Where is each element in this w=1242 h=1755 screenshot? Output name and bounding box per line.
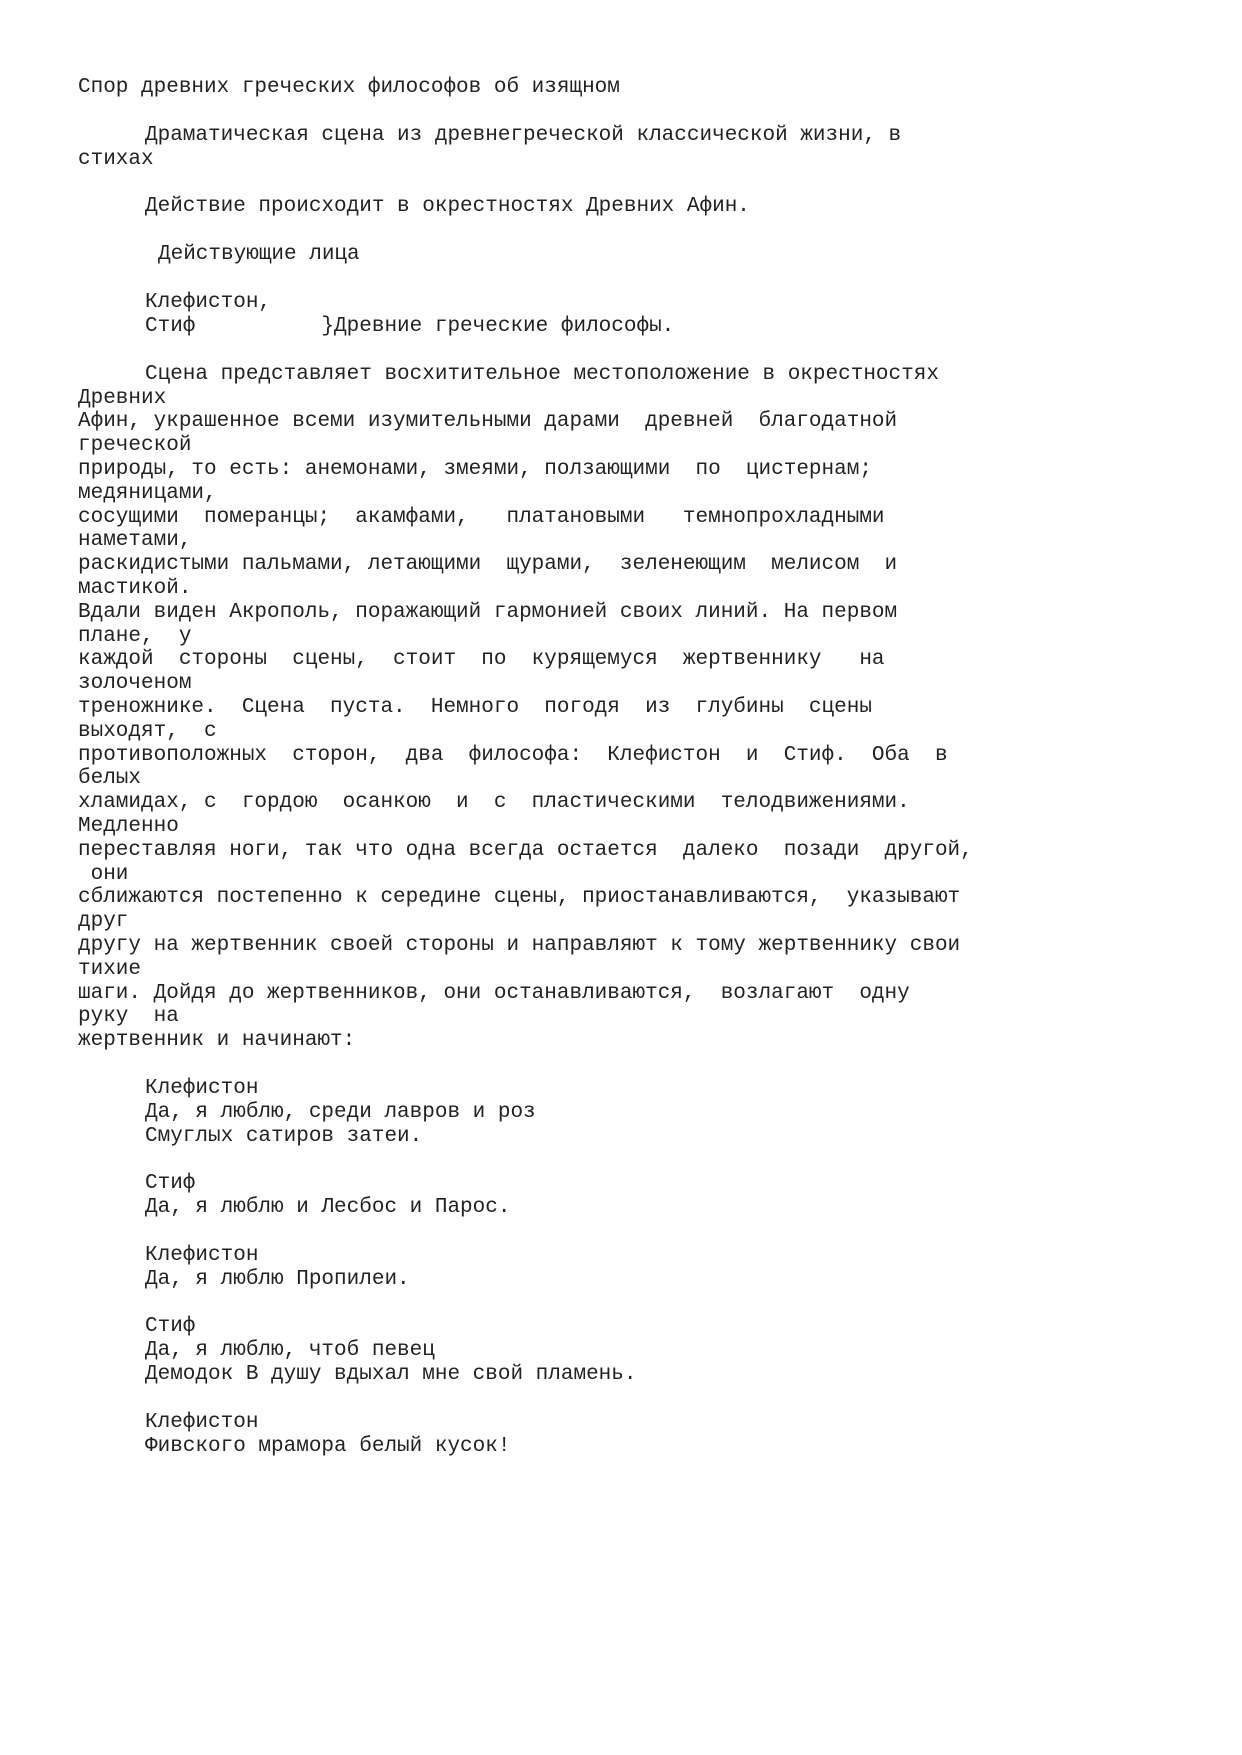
stage-direction-line: золоченом [78, 672, 192, 695]
stage-direction-line: Медленно [78, 815, 179, 838]
stage-direction-line: раскидистыми пальмами, летающими щурами, зеленеющим мелисом и [78, 553, 898, 576]
stage-direction-line: Вдали виден Акрополь, поражающий гармонией своих линий. На первом [78, 601, 898, 624]
stage-direction-line: природы, то есть: анемонами, змеями, ползающими по цистернам; [78, 458, 872, 481]
stage-direction-line: сближаются постепенно к середине сцены, приостанавливаются, указывают [78, 886, 961, 909]
stage-direction-line: жертвенник и начинают: [78, 1029, 356, 1052]
subtitle-line: стихах [78, 148, 154, 171]
stage-direction-line: белых [78, 767, 142, 790]
stage-direction-line: сосущими померанцы; акамфами, платановыми темнопрохладными [78, 506, 885, 529]
stage-direction-line: мастикой. [78, 577, 192, 600]
verse-line: Да, я люблю и Лесбос и Парос. [145, 1196, 511, 1219]
verse-line: Да, я люблю, среди лавров и роз [145, 1101, 536, 1124]
verse-line: Да, я люблю Пропилеи. [145, 1268, 410, 1291]
stage-direction-line: треножнике. Сцена пуста. Немного погодя из глубины сцены [78, 696, 872, 719]
stage-direction-line: противоположных сторон, два философа: Клефистон и Стиф. Оба в [78, 744, 948, 767]
stage-direction-line: шаги. Дойдя до жертвенников, они останавливаются, возлагают одну [78, 982, 910, 1005]
stage-direction-line: Сцена представляет восхитительное местоположение в окрестностях [145, 363, 939, 386]
stage-direction-line: другу на жертвенник своей стороны и направляют к тому жертвеннику свои [78, 934, 961, 957]
verse-line: Смуглых сатиров затеи. [145, 1125, 423, 1148]
stage-direction-line: греческой [78, 434, 192, 457]
speaker-name: Клефистон [145, 1244, 259, 1267]
stage-direction-line: тихие [78, 958, 142, 981]
setting-text: Действие происходит в окрестностях Древних Афин. [145, 195, 750, 218]
stage-direction-line: хламидах, с гордою осанкою и с пластическими телодвижениями. [78, 791, 910, 814]
stage-direction-line: выходят, с [78, 720, 217, 743]
verse-line: Демодок В душу вдыхал мне свой пламень. [145, 1363, 637, 1386]
stage-direction-line: они [78, 863, 129, 886]
speaker-name: Стиф [145, 1172, 196, 1195]
speaker-name: Стиф [145, 1315, 196, 1338]
stage-direction-line: наметами, [78, 529, 192, 552]
stage-direction-line: друг [78, 910, 129, 933]
stage-direction-line: руку на [78, 1005, 179, 1028]
verse-line: Фивского мрамора белый кусок! [145, 1435, 511, 1458]
subtitle-line: Драматическая сцена из древнегреческой классической жизни, в [145, 124, 902, 147]
character-entry: Стиф }Древние греческие философы. [145, 315, 675, 338]
stage-direction-line: медяницами, [78, 482, 217, 505]
stage-direction-line: плане, у [78, 625, 192, 648]
stage-direction-line: каждой стороны сцены, стоит по курящемуся жертвеннику на [78, 648, 885, 671]
document-title: Спор древних греческих философов об изящном [78, 76, 620, 99]
character-entry: Клефистон, [145, 291, 272, 314]
stage-direction-line: Афин, украшенное всеми изумительными дарами древней благодатной [78, 410, 898, 433]
speaker-name: Клефистон [145, 1077, 259, 1100]
verse-line: Да, я люблю, чтоб певец [145, 1339, 435, 1362]
stage-direction-line: Древних [78, 387, 167, 410]
stage-direction-line: переставляя ноги, так что одна всегда остается далеко позади другой, [78, 839, 973, 862]
speaker-name: Клефистон [145, 1411, 259, 1434]
characters-heading: Действующие лица [158, 243, 360, 266]
